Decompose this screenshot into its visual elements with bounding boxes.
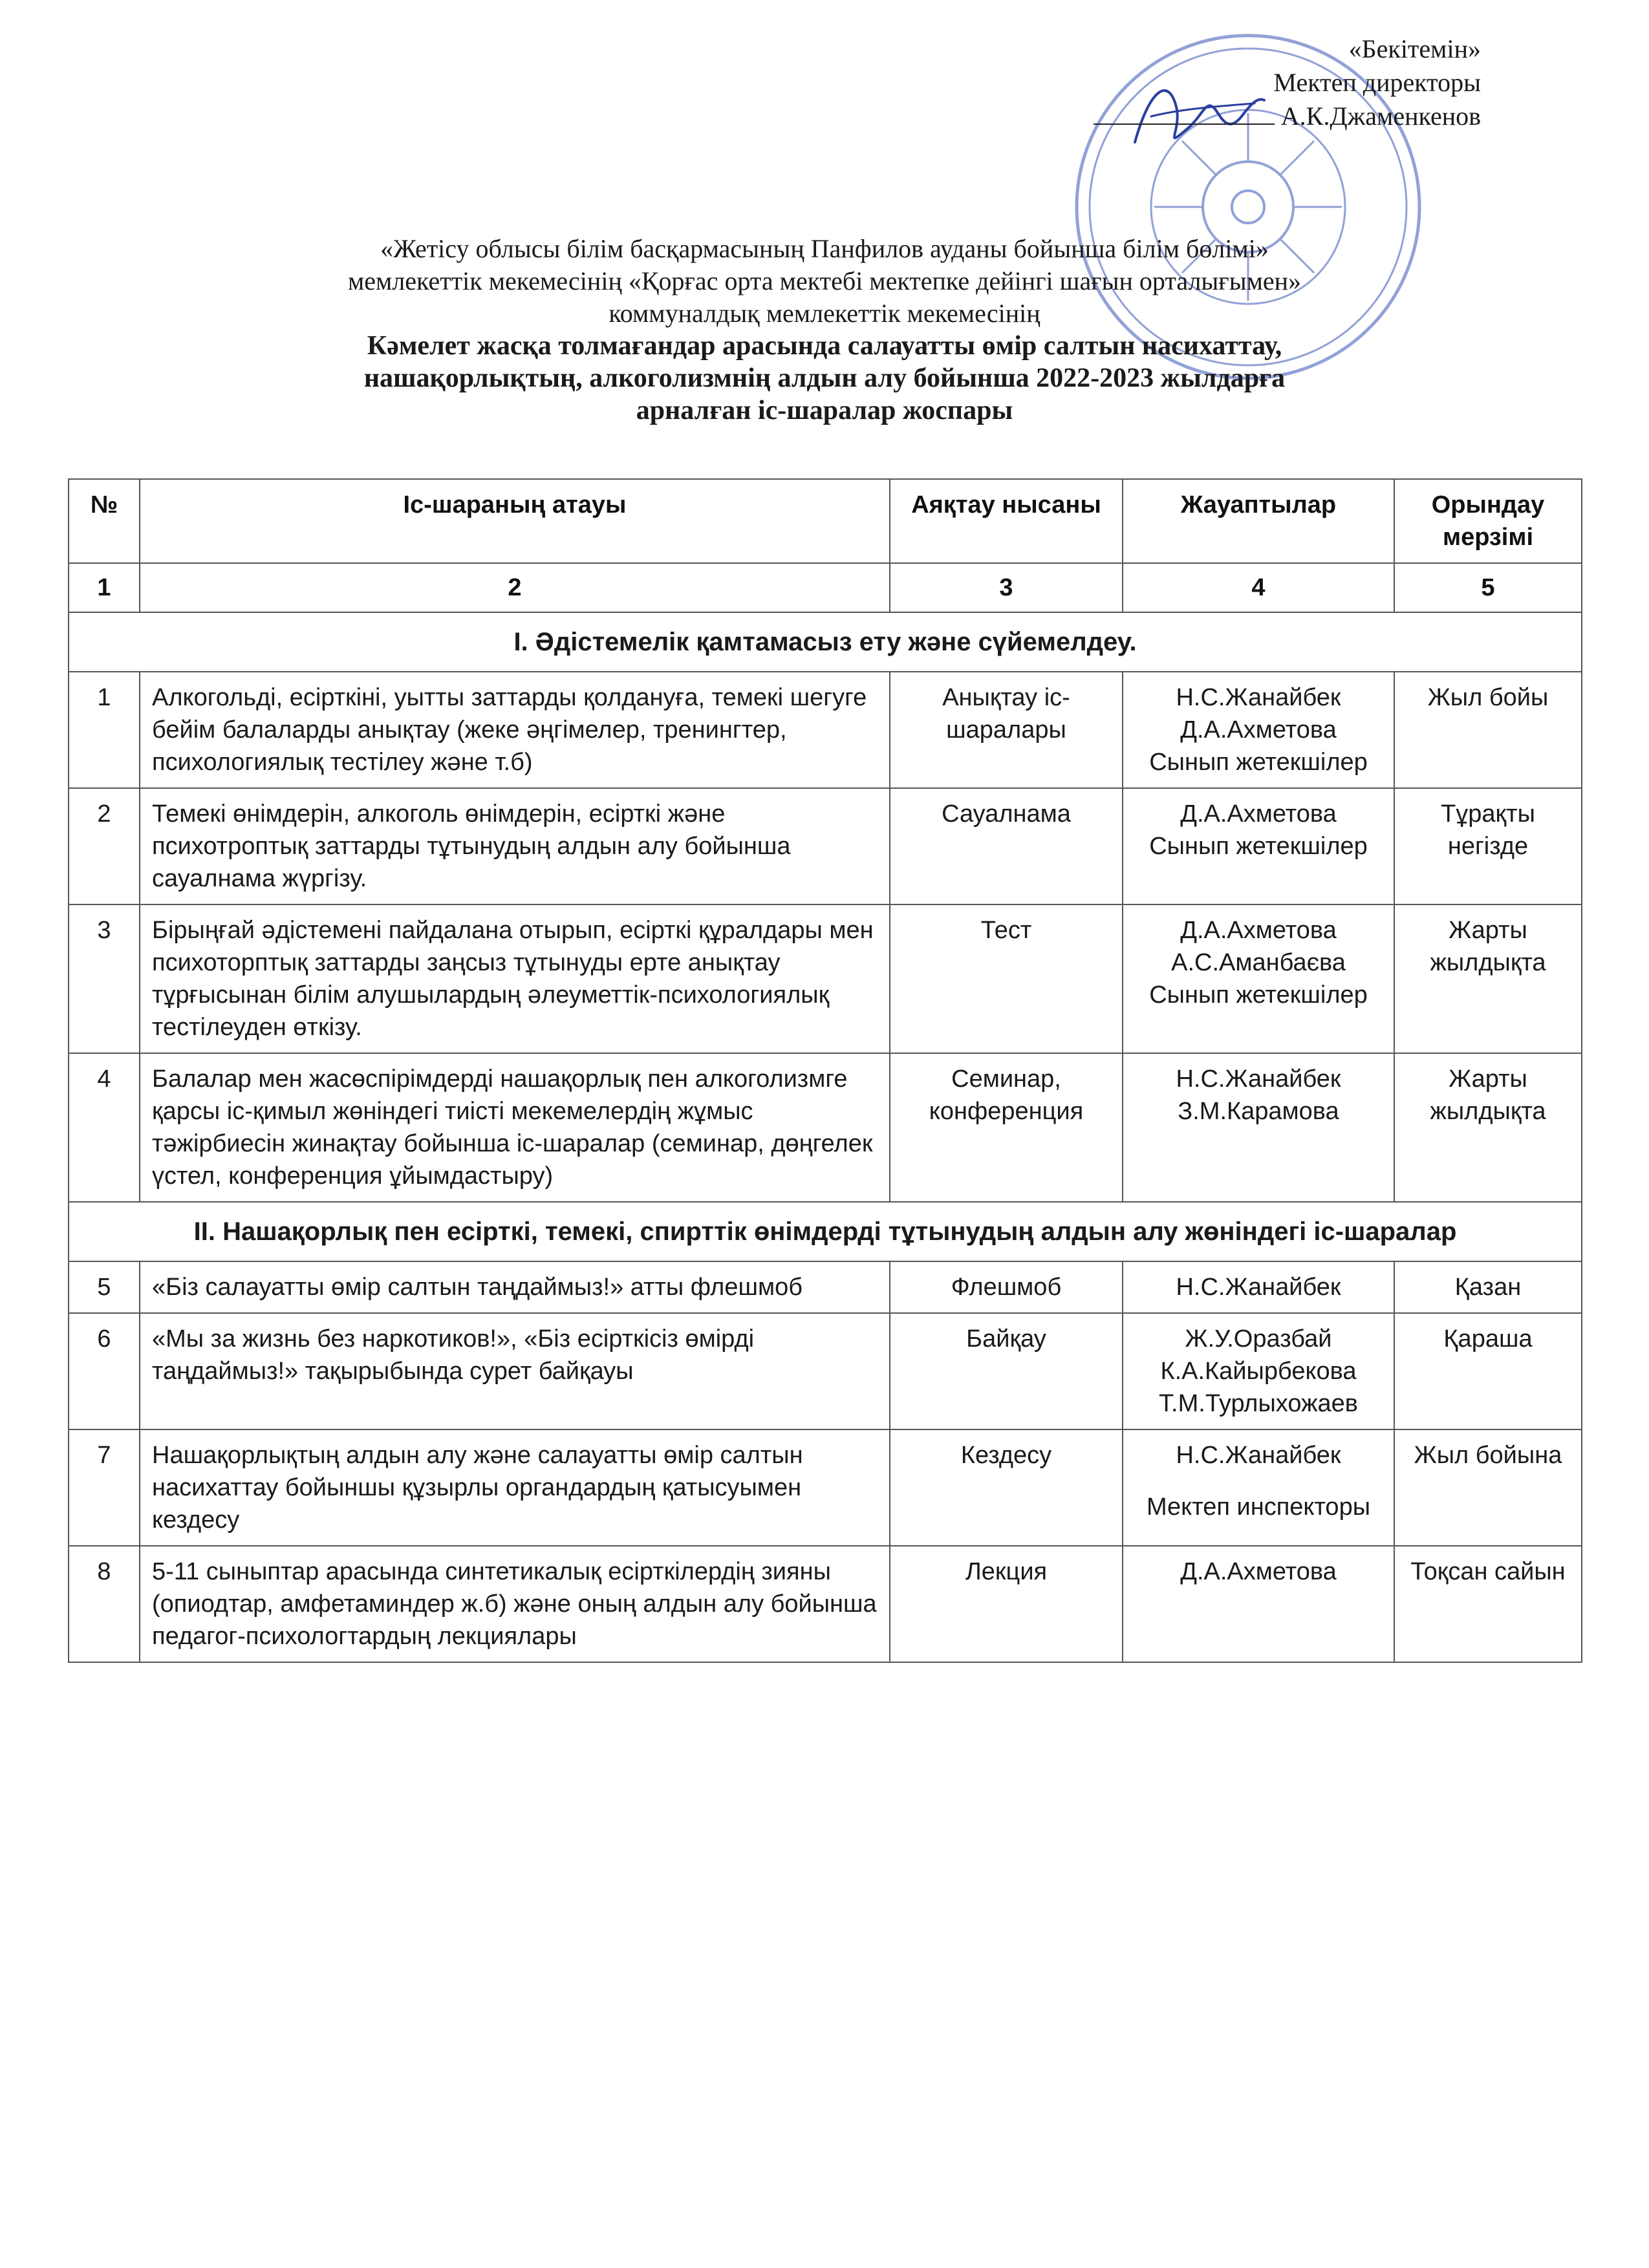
responsible-person: Мектеп инспекторы [1146, 1493, 1371, 1521]
responsible-person: З.М.Карамова [1178, 1098, 1339, 1125]
activity-plan-table [68, 478, 1582, 1663]
responsible-person: Д.А.Ахметова [1180, 716, 1337, 744]
document-header [129, 233, 1520, 427]
column-numbering-row [69, 563, 1582, 612]
section-row [69, 612, 1582, 672]
completion-form: Семинар, конференция [890, 1053, 1123, 1202]
responsible-persons [1123, 1546, 1394, 1662]
row-number: 1 [69, 672, 140, 788]
deadline: Жарты жылдықта [1394, 1053, 1582, 1202]
responsible-person: Ж.У.Оразбай [1185, 1325, 1332, 1353]
row-number: 6 [69, 1313, 140, 1429]
table-row [69, 904, 1582, 1053]
responsible-person: К.А.Кайырбекова [1160, 1358, 1357, 1385]
section-row [69, 1202, 1582, 1261]
activity-name: Нашақорлықтың алдын алу және салауатты өмір салтын насихаттау бойыншы құзырлы органдардың қатысуымен кездесу [140, 1429, 890, 1546]
responsible-persons [1123, 788, 1394, 904]
organization-line-3: коммуналдық мемлекеттік мекемесінің [609, 299, 1040, 328]
table-header-row [69, 479, 1582, 563]
activity-name: Темекі өнімдерін, алкоголь өнімдерін, есірткі және психотроптық заттарды тұтынудың алдын алу бойынша сауалнама жүргізу. [140, 788, 890, 904]
activity-name: Алкогольді, есірткіні, уытты заттарды қолдануға, темекі шегуге бейім балаларды анықтау (жеке әңгімелер, тренингтер, психологиялық тестілеу және т.б) [140, 672, 890, 788]
deadline: Жыл бойына [1394, 1429, 1582, 1546]
responsible-person: Сынып жетекшілер [1149, 833, 1368, 860]
signature-underline [1094, 123, 1275, 125]
activity-name: Бірыңғай әдістемені пайдалана отырып, есірткі құралдары мен психоторптық заттарды заңсыз тұтынуды ерте анықтау тұрғысынан білім алушылардың әлеуметтік-психологиялық тестілеуден өткізу. [140, 904, 890, 1053]
completion-form: Лекция [890, 1546, 1123, 1662]
deadline: Тұрақты негізде [1394, 788, 1582, 904]
row-number: 5 [69, 1261, 140, 1313]
table-row [69, 788, 1582, 904]
section-title-1: I. Әдістемелік қамтамасыз ету және сүйемелдеу. [69, 612, 1582, 672]
table-row [69, 1313, 1582, 1429]
director-signature-line [1094, 100, 1481, 133]
responsible-person: Т.М.Турлыхожаев [1159, 1390, 1358, 1417]
deadline: Қазан [1394, 1261, 1582, 1313]
document-title-3: арналған іс-шаралар жоспары [636, 396, 1013, 425]
responsible-person: Н.С.Жанайбек [1176, 1274, 1341, 1301]
responsible-person: Д.А.Ахметова [1180, 800, 1337, 828]
responsible-person: Н.С.Жанайбек [1176, 1065, 1341, 1093]
deadline: Тоқсан сайын [1394, 1546, 1582, 1662]
table-row [69, 1053, 1582, 1202]
responsible-persons [1123, 1313, 1394, 1429]
header-deadline: Орындау мерзімі [1394, 479, 1582, 563]
header-activity: Іс-шараның атауы [140, 479, 890, 563]
table-row [69, 1546, 1582, 1662]
header-number: № [69, 479, 140, 563]
section-title-2: II. Нашақорлық пен есірткі, темекі, спирттік өнімдерді тұтынудың алдын алу жөніндегі іс-шаралар [69, 1202, 1582, 1261]
responsible-person: Н.С.Жанайбек [1176, 1442, 1341, 1469]
completion-form: Анықтау іс-шаралары [890, 672, 1123, 788]
column-number-1: 1 [69, 563, 140, 612]
column-number-5: 5 [1394, 563, 1582, 612]
responsible-person: А.С.Аманбаєва [1171, 949, 1346, 976]
responsible-persons [1123, 672, 1394, 788]
organization-line-1: «Жетісу облысы білім басқармасының Панфилов ауданы бойынша білім бөлімі» [380, 234, 1269, 263]
table-row [69, 1261, 1582, 1313]
row-number: 2 [69, 788, 140, 904]
row-number: 8 [69, 1546, 140, 1662]
column-number-4: 4 [1123, 563, 1394, 612]
activity-name: «Біз салауатты өмір салтын таңдаймыз!» атты флешмоб [140, 1261, 890, 1313]
activity-name: Балалар мен жасөспірімдерді нашақорлық пен алкоголизмге қарсы іс-қимыл жөніндегі тиісті мекемелердің жұмыс тәжірбиесін жинақтау бойынша іс-шаралар (семинар, дөңгелек үстел, конференция ұйымдастыру) [140, 1053, 890, 1202]
row-number: 4 [69, 1053, 140, 1202]
activity-name: «Мы за жизнь без наркотиков!», «Біз есірткісіз өмірді таңдаймыз!» тақырыбында сурет байқауы [140, 1313, 890, 1429]
responsible-person: Сынып жетекшілер [1149, 981, 1368, 1009]
organization-line-2: мемлекеттік мекемесінің «Қорғас орта мектебі мектепке дейінгі шағын орталығымен» [347, 266, 1302, 295]
responsible-persons [1123, 1429, 1394, 1546]
approval-block [1094, 32, 1481, 133]
approval-label: «Бекітемін» [1348, 34, 1481, 63]
director-name: А.К.Джаменкенов [1280, 102, 1481, 131]
completion-form: Флешмоб [890, 1261, 1123, 1313]
director-title: Мектеп директоры [1273, 68, 1481, 97]
completion-form: Байқау [890, 1313, 1123, 1429]
row-number: 7 [69, 1429, 140, 1546]
document-title-2: нашақорлықтың, алкоголизмнің алдын алу бойынша 2022-2023 жылдарға [363, 363, 1286, 393]
responsible-person: Д.А.Ахметова [1180, 1558, 1337, 1585]
deadline: Қараша [1394, 1313, 1582, 1429]
table-row [69, 1429, 1582, 1546]
responsible-spacer [1131, 1471, 1386, 1491]
row-number: 3 [69, 904, 140, 1053]
completion-form: Тест [890, 904, 1123, 1053]
responsible-person: Сынып жетекшілер [1149, 749, 1368, 776]
completion-form: Кездесу [890, 1429, 1123, 1546]
responsible-person: Д.А.Ахметова [1180, 917, 1337, 944]
responsible-persons [1123, 904, 1394, 1053]
column-number-3: 3 [890, 563, 1123, 612]
deadline: Жарты жылдықта [1394, 904, 1582, 1053]
activity-name: 5-11 сыныптар арасында синтетикалық есірткілердің зияны (опиодтар, амфетаминдер ж.б) және оның алдын алу бойынша педагог-психологтардың лекциялары [140, 1546, 890, 1662]
document-title-1: Кәмелет жасқа толмағандар арасында салауатты өмір салтын насихаттау, [367, 331, 1282, 361]
header-form: Аяқтау нысаны [890, 479, 1123, 563]
responsible-persons [1123, 1053, 1394, 1202]
column-number-2: 2 [140, 563, 890, 612]
deadline: Жыл бойы [1394, 672, 1582, 788]
responsible-person: Н.С.Жанайбек [1176, 684, 1341, 711]
completion-form: Сауалнама [890, 788, 1123, 904]
header-responsible: Жауаптылар [1123, 479, 1394, 563]
table-row [69, 672, 1582, 788]
responsible-persons [1123, 1261, 1394, 1313]
